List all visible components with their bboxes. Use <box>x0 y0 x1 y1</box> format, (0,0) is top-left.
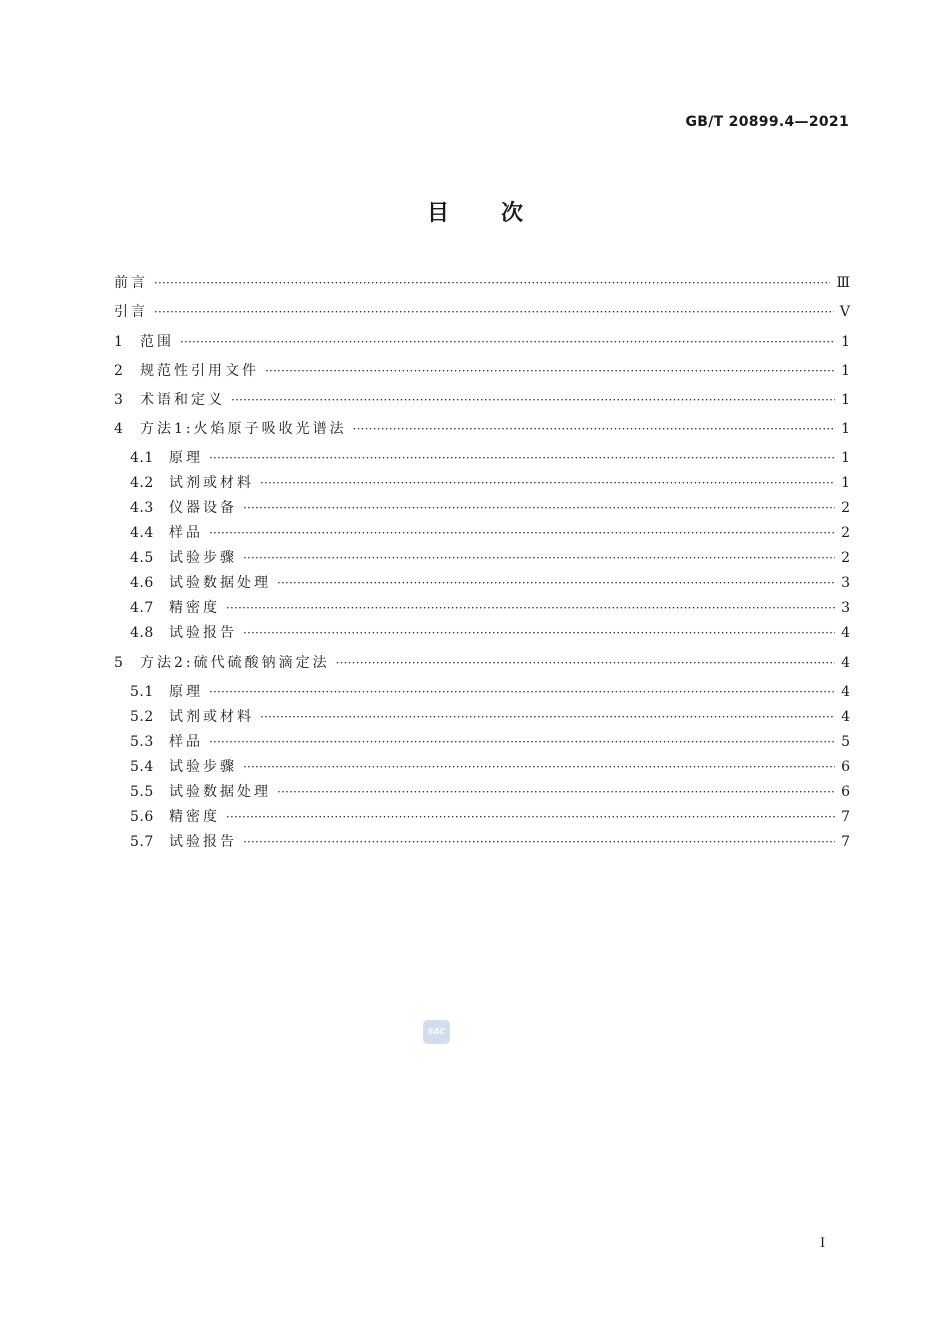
toc-leader-dots <box>277 780 835 805</box>
toc-entry-number: 5.2 <box>130 708 154 725</box>
toc-leader-dots <box>243 621 835 646</box>
toc-entry-page: 2 <box>841 550 850 567</box>
toc-entry-label: 试验数据处理 <box>169 575 271 592</box>
toc-entry-subsection[interactable] <box>114 496 850 521</box>
toc-leader-dots <box>231 388 835 413</box>
toc-entry-page: 1 <box>841 475 850 492</box>
toc-entry-label: 试验报告 <box>169 833 237 850</box>
toc-leader-dots <box>243 546 835 571</box>
toc-leader-dots <box>209 446 835 471</box>
toc-entry-label: 原理 <box>169 683 203 700</box>
toc-entry-page: 4 <box>841 683 850 700</box>
toc-entry-number: 4.3 <box>130 500 154 517</box>
toc-entry-label: 精密度 <box>169 600 220 617</box>
toc-entry-number: 5.7 <box>130 833 154 850</box>
toc-leader-dots <box>243 755 835 780</box>
toc-entry-subsection[interactable] <box>114 571 850 596</box>
toc-entry-subsection[interactable] <box>114 521 850 546</box>
toc-leader-dots <box>260 705 835 730</box>
standard-code: GB/T 20899.4—2021 <box>685 114 849 130</box>
toc-entry-subsection[interactable] <box>114 755 850 780</box>
toc-entry-label: 试验步骤 <box>169 550 237 567</box>
toc-entry-label: 方法2:硫代硫酸钠滴定法 <box>140 654 330 671</box>
toc-entry-subsection[interactable] <box>114 621 850 646</box>
toc-entry-page: 5 <box>841 733 850 750</box>
toc-entry-subsection[interactable] <box>114 780 850 805</box>
toc-entry-page: 1 <box>841 421 850 438</box>
toc-leader-dots <box>226 805 835 830</box>
toc-entry-number: 4.4 <box>130 525 154 542</box>
toc-entry-number: 5.6 <box>130 808 154 825</box>
toc-leader-dots <box>353 417 835 442</box>
toc-leader-dots <box>226 596 835 621</box>
toc-entry-number: 4.6 <box>130 575 154 592</box>
toc-entry-number: 4.1 <box>130 450 154 467</box>
toc-entry-label: 仪器设备 <box>169 500 237 517</box>
toc-entry-subsection[interactable] <box>114 830 850 855</box>
toc-entry-page: 4 <box>841 625 850 642</box>
toc-leader-dots <box>180 330 835 355</box>
toc-leader-dots <box>209 521 835 546</box>
toc-entry-number: 2 <box>114 362 124 379</box>
page-title: 目次 <box>426 201 575 226</box>
toc-entry-number: 4.7 <box>130 600 154 617</box>
toc-entry-label: 样品 <box>169 733 203 750</box>
toc-entry[interactable] <box>114 300 850 325</box>
toc-entry-number: 5.3 <box>130 733 154 750</box>
toc-entry-page: Ⅲ <box>836 275 850 291</box>
toc-entry-section[interactable] <box>114 417 850 442</box>
toc-leader-dots <box>154 271 830 296</box>
toc-entry-label: 前言 <box>114 275 148 291</box>
toc-entry-section[interactable] <box>114 388 850 413</box>
toc-entry-label: 样品 <box>169 525 203 542</box>
toc-entry-subsection[interactable] <box>114 546 850 571</box>
toc-entry-page: 1 <box>841 362 850 379</box>
toc-entry-number: 3 <box>114 392 124 409</box>
toc-entry-section[interactable] <box>114 330 850 355</box>
toc-entry-number: 4.5 <box>130 550 154 567</box>
toc-entry-label: 规范性引用文件 <box>140 362 259 379</box>
toc-entry-page: 3 <box>841 600 850 617</box>
toc-entry-page: 2 <box>841 500 850 517</box>
toc-entry-label: 试剂或材料 <box>169 475 254 492</box>
toc-entry-page: 7 <box>841 808 850 825</box>
toc-entry-page: 3 <box>841 575 850 592</box>
toc-leader-dots <box>209 730 835 755</box>
toc-entry-number: 5.5 <box>130 783 154 800</box>
toc-entry-label: 原理 <box>169 450 203 467</box>
toc-entry[interactable] <box>114 271 850 296</box>
toc-entry-page: 1 <box>841 392 850 409</box>
toc-entry-page: 6 <box>841 758 850 775</box>
toc-entry-label: 范围 <box>140 333 174 350</box>
toc-leader-dots <box>209 680 835 705</box>
page-number: Ⅰ <box>820 1236 826 1251</box>
toc-entry-subsection[interactable] <box>114 680 850 705</box>
toc-entry-number: 5.4 <box>130 758 154 775</box>
toc-entry-page: 4 <box>841 708 850 725</box>
toc-entry-number: 4.2 <box>130 475 154 492</box>
toc-entry-number: 5.1 <box>130 683 154 700</box>
toc-entry-section[interactable] <box>114 359 850 384</box>
toc-entry-page: 1 <box>841 333 850 350</box>
toc-entry-label: 术语和定义 <box>140 392 225 409</box>
toc-entry-number: 4.8 <box>130 625 154 642</box>
toc-entry-subsection[interactable] <box>114 471 850 496</box>
sac-logo-icon: SAC <box>423 1020 450 1044</box>
toc-entry-page: Ⅴ <box>839 304 850 321</box>
toc-entry-label: 试剂或材料 <box>169 708 254 725</box>
toc-leader-dots <box>243 496 835 521</box>
toc-entry-page: 1 <box>841 450 850 467</box>
toc-entry-page: 2 <box>841 525 850 542</box>
toc-entry-label: 方法1:火焰原子吸收光谱法 <box>140 421 347 438</box>
toc-entry-section[interactable] <box>114 651 850 676</box>
toc-leader-dots <box>260 471 835 496</box>
toc-entry-subsection[interactable] <box>114 805 850 830</box>
toc-leader-dots <box>336 651 835 676</box>
toc-entry-label: 试验数据处理 <box>169 783 271 800</box>
toc-entry-page: 6 <box>841 783 850 800</box>
table-of-contents <box>114 271 850 855</box>
toc-entry-number: 4 <box>114 421 124 438</box>
toc-entry-page: 7 <box>841 833 850 850</box>
toc-leader-dots <box>243 830 835 855</box>
toc-entry-label: 精密度 <box>169 808 220 825</box>
toc-entry-subsection[interactable] <box>114 596 850 621</box>
toc-entry-subsection[interactable] <box>114 730 850 755</box>
toc-entry-subsection[interactable] <box>114 705 850 730</box>
toc-entry-number: 5 <box>114 654 124 671</box>
toc-leader-dots <box>154 300 834 325</box>
toc-entry-subsection[interactable] <box>114 446 850 471</box>
toc-entry-label: 试验步骤 <box>169 758 237 775</box>
toc-entry-label: 试验报告 <box>169 625 237 642</box>
toc-leader-dots <box>277 571 835 596</box>
toc-entry-label: 引言 <box>114 304 148 321</box>
toc-entry-page: 4 <box>841 654 850 671</box>
toc-entry-number: 1 <box>114 333 124 350</box>
toc-leader-dots <box>265 359 835 384</box>
